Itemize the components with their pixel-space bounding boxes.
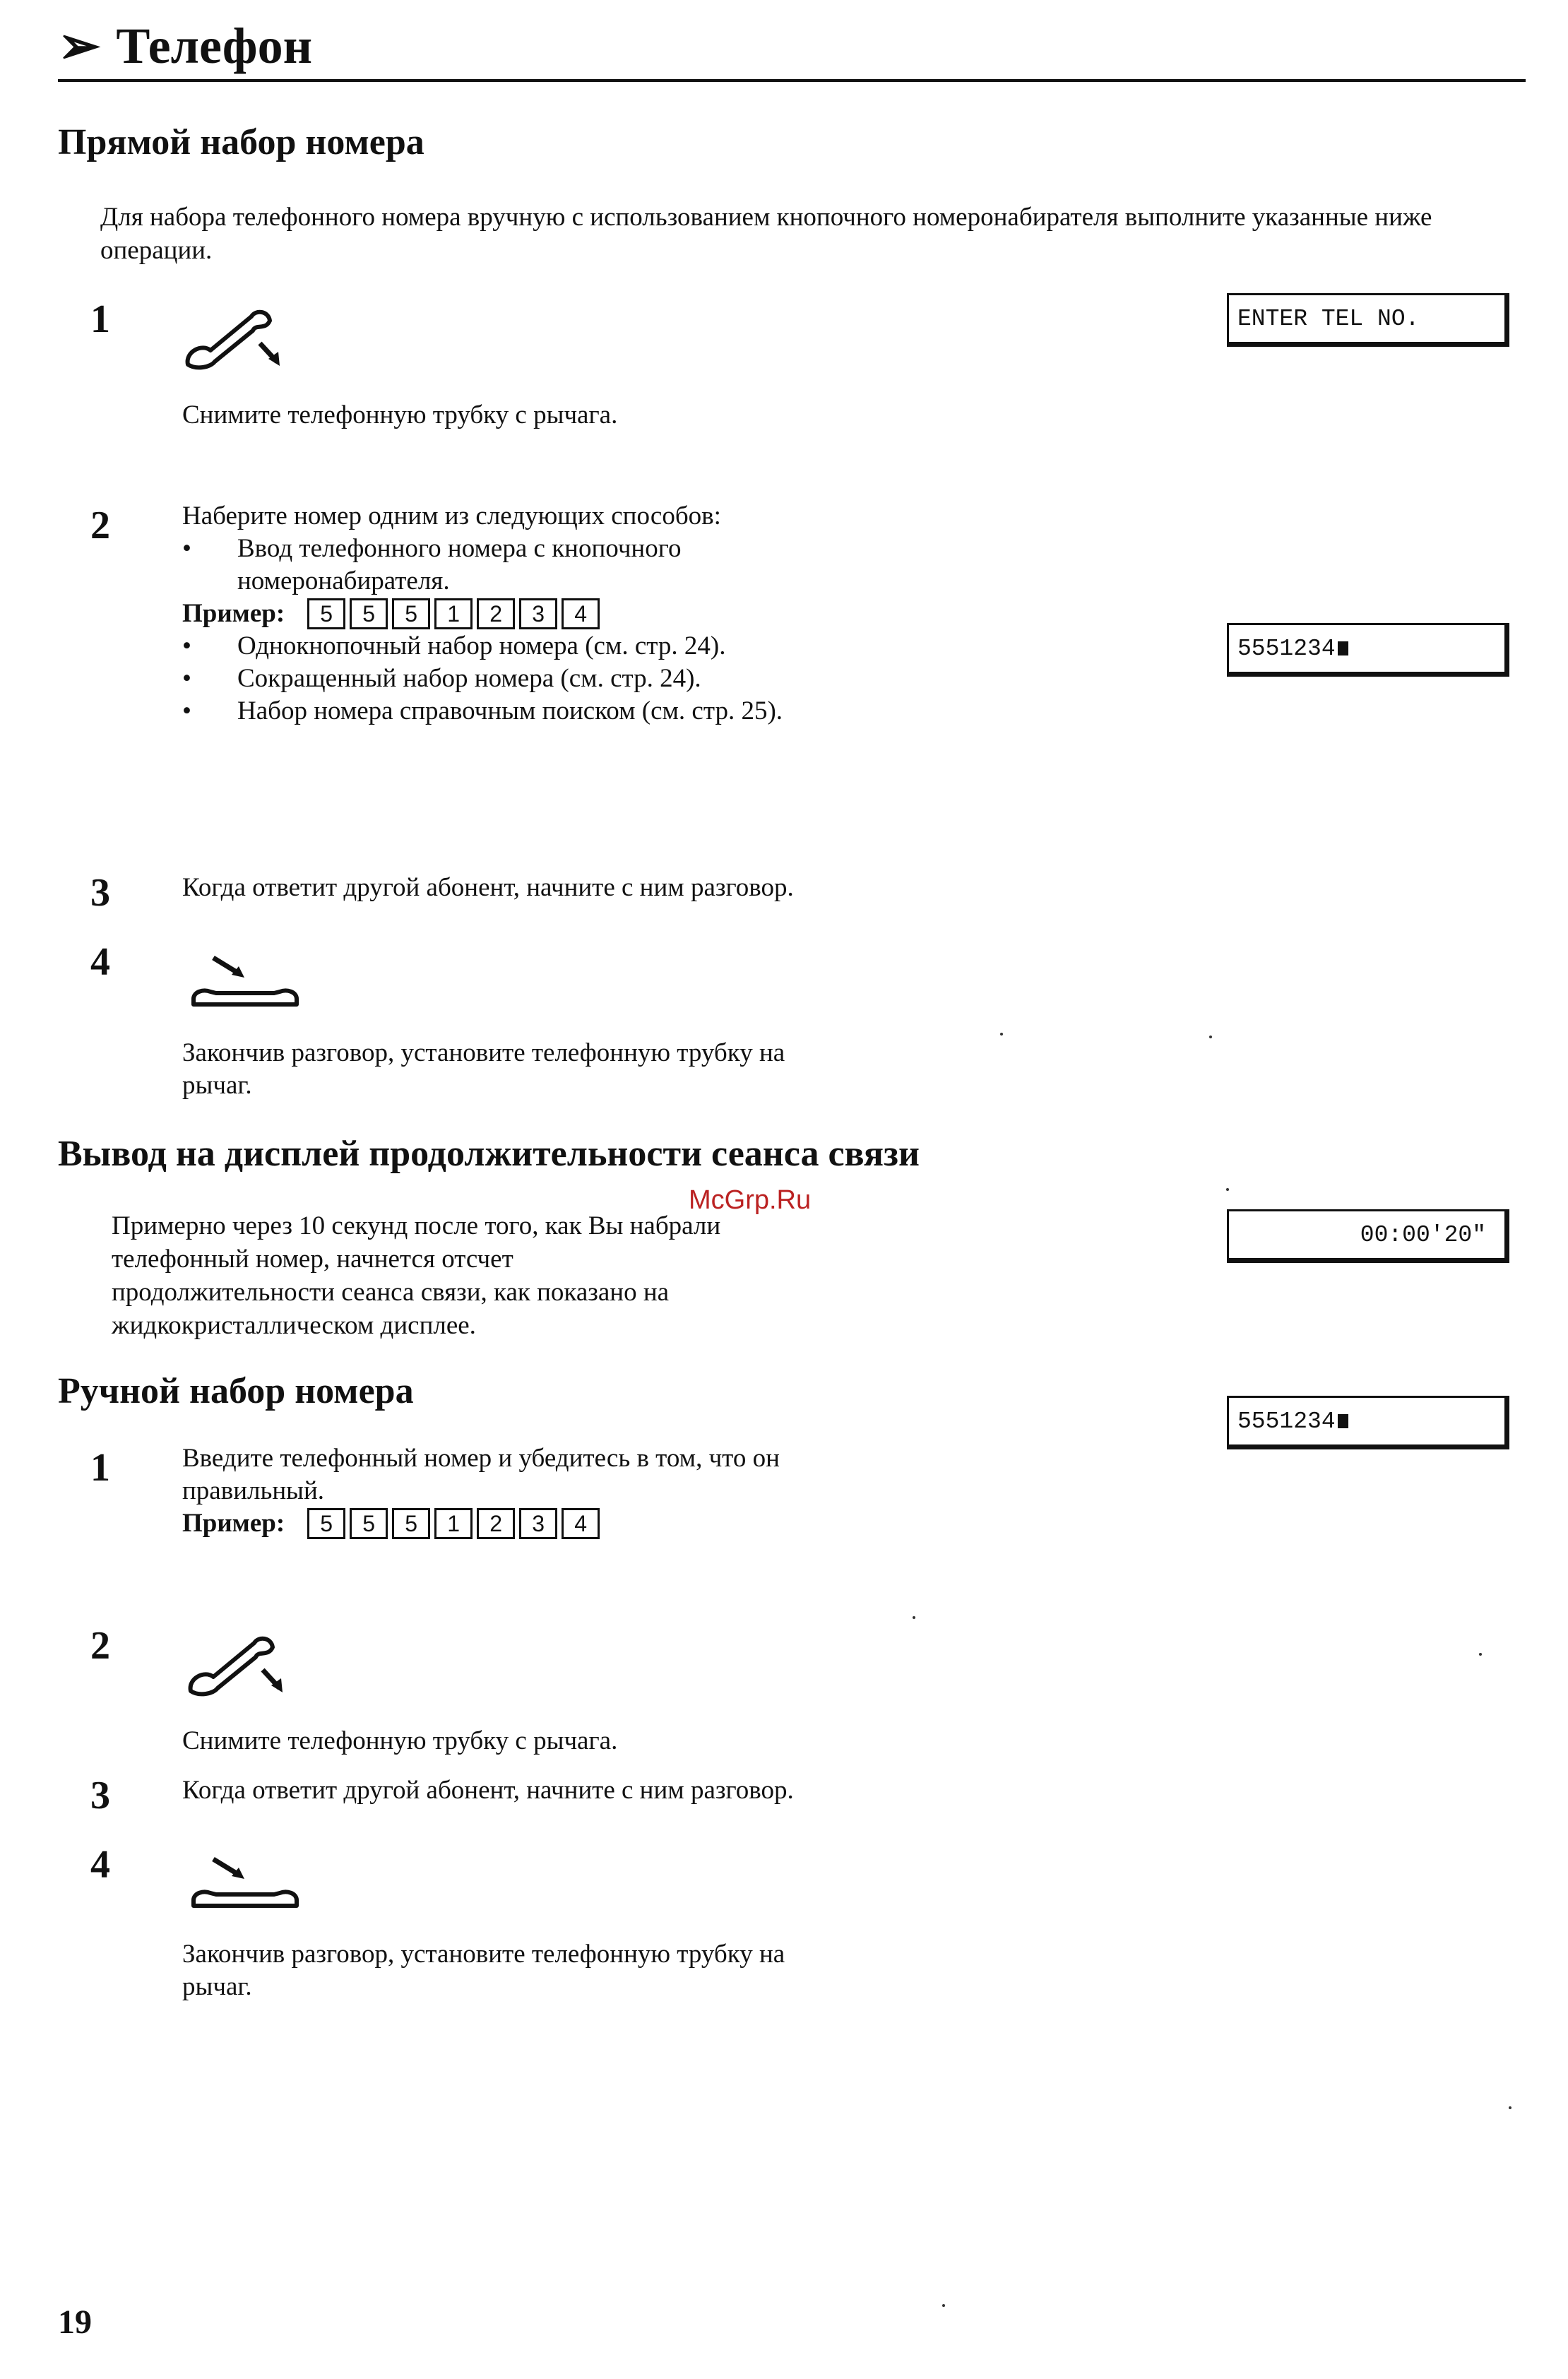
chevron-right-icon: ➢: [58, 18, 101, 74]
step-instruction: Закончив разговор, установите телефонную трубку на рычаг.: [182, 1940, 785, 2001]
keypad-key: 5: [307, 598, 345, 629]
keypad-key: 1: [434, 598, 473, 629]
step-number: 4: [90, 1843, 110, 1887]
step-instruction-block: [182, 1442, 832, 1540]
step-number: 4: [90, 940, 110, 984]
handset-off-hook-icon: [182, 302, 288, 373]
keypad-key: 5: [392, 598, 430, 629]
keypad-key: 5: [350, 598, 388, 629]
step-number: 2: [90, 1624, 110, 1668]
keypad-key: 5: [392, 1508, 430, 1539]
keypad-key: 4: [562, 1508, 600, 1539]
keypad-key: 5: [350, 1508, 388, 1539]
step-number: 2: [90, 504, 110, 547]
keypad-key: 1: [434, 1508, 473, 1539]
lcd-display: [1227, 293, 1509, 347]
step-number: 1: [90, 297, 110, 341]
lcd-text: ENTER TEL NO.: [1237, 306, 1420, 332]
keypad-key: 2: [477, 598, 515, 629]
method-list: [182, 630, 832, 728]
step-instruction: Снимите телефонную трубку с рычага.: [182, 1726, 618, 1755]
step-instruction: Когда ответит другой абонент, начните с ним разговор.: [182, 1776, 794, 1805]
section-heading-duration: Вывод на дисплей продолжительности сеанса связи: [58, 1134, 920, 1174]
scan-speck: [1226, 1188, 1229, 1191]
step-instruction: Введите телефонный номер и убедитесь в том, что он правильный.: [182, 1444, 780, 1505]
step-number: 3: [90, 871, 110, 915]
step-instruction: Когда ответит другой абонент, начните с ним разговор.: [182, 873, 794, 902]
lcd-display: [1227, 623, 1509, 677]
example-label: Пример:: [182, 599, 285, 628]
keypad-key: 3: [519, 598, 557, 629]
step-instruction: Наберите номер одним из следующих способов:: [182, 502, 721, 530]
list-item: • Однокнопочный набор номера (см. стр. 24).: [182, 630, 832, 663]
duration-description: Примерно через 10 секунд после того, как Вы набрали телефонный номер, начнется отсчет продолжительности сеанса связи, как показано на жидкокристаллическом дисплее.: [112, 1211, 721, 1340]
scan-speck: [1479, 1653, 1482, 1656]
example-label: Пример:: [182, 1509, 285, 1538]
section-heading-direct-dial: Прямой набор номера: [58, 122, 424, 162]
handset-on-hook-icon: [189, 954, 302, 1010]
cursor-block-icon: [1338, 641, 1348, 655]
step-instruction: Закончив разговор, установите телефонную трубку на рычаг.: [182, 1038, 785, 1100]
scan-speck: [1209, 1036, 1212, 1038]
scan-speck: [942, 2304, 945, 2307]
step-instruction-block: [182, 500, 832, 728]
list-item: • Набор номера справочным поиском (см. стр. 25).: [182, 695, 832, 728]
lcd-text: 00:00'20": [1360, 1222, 1486, 1248]
lcd-text: 5551234: [1237, 636, 1336, 662]
section-heading-manual-dial: Ручной набор номера: [58, 1371, 414, 1411]
direct-dial-intro: Для набора телефонного номера вручную с использованием кнопочного номеронабирателя выполните указанные ниже операции.: [100, 203, 1432, 265]
scan-speck: [1509, 2106, 1511, 2109]
method-list: [182, 533, 832, 598]
step-instruction: Снимите телефонную трубку с рычага.: [182, 401, 618, 429]
step-number: 1: [90, 1446, 110, 1490]
list-item: • Сокращенный набор номера (см. стр. 24).: [182, 663, 832, 695]
keypad-key: 5: [307, 1508, 345, 1539]
lcd-text: 5551234: [1237, 1408, 1336, 1435]
list-item: • Ввод телефонного номера с кнопочного номеронабирателя.: [182, 533, 832, 598]
lcd-display: [1227, 1396, 1509, 1449]
key-example: [182, 1507, 832, 1540]
handset-on-hook-icon: [189, 1855, 302, 1911]
step-number: 3: [90, 1774, 110, 1817]
page-title: [58, 16, 312, 76]
page-title-text: Телефон: [116, 18, 313, 74]
cursor-block-icon: [1338, 1414, 1348, 1428]
key-example: [182, 598, 832, 630]
page-number: 19: [58, 2303, 92, 2341]
lcd-display: [1227, 1209, 1509, 1263]
title-divider: [58, 79, 1526, 82]
keypad-key: 4: [562, 598, 600, 629]
handset-off-hook-icon: [185, 1629, 291, 1699]
keypad-key: 2: [477, 1508, 515, 1539]
scan-speck: [1000, 1033, 1003, 1036]
scan-speck: [913, 1616, 915, 1619]
watermark: McGrp.Ru: [689, 1185, 812, 1215]
keypad-key: 3: [519, 1508, 557, 1539]
